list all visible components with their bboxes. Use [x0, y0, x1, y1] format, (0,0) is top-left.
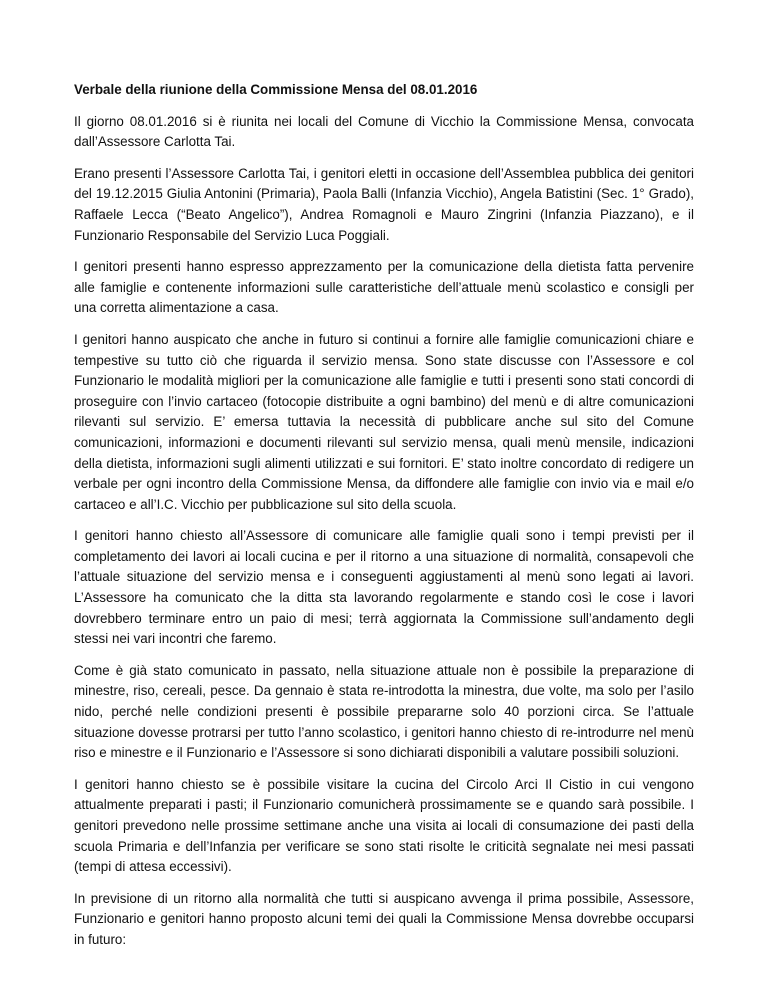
paragraph-communications: I genitori hanno auspicato che anche in futuro si continui a fornire alle famiglie comunicazioni chiare e tempestive su tutto ciò che riguarda il servizio mensa. Sono state discusse con l’Assessore e col Funzionario le modalità migliori per la comunicazione alle famiglie e tutti i presenti sono stati concordi di proseguire con l’invio cartaceo (fotocopie distribuite a ogni bambino) del menù e di altre comunicazioni rilevanti sul servizio. E’ emersa tuttavia la necessità di pubblicare anche sul sito del Comune comunicazioni, informazioni e documenti rilevanti sul servizio mensa, quali menù mensile, indicazioni della dietista, informazioni sugli alimenti utilizzati e sui fornitori. E’ stato inoltre concordato di redigere un verbale per ogni incontro della Commissione Mensa, da diffondere alle famiglie con invio via e mail e/o cartaceo e all’I.C. Vicchio per pubblicazione sul sito della scuola. [74, 331, 694, 512]
paragraph-dietitian-communication: I genitori presenti hanno espresso apprezzamento per la comunicazione della dietista fatta pervenire alle famiglie e contenente informazioni sulle caratteristiche dell’attuale menù scolastico e consigli per una corretta alimentazione a casa. [74, 259, 694, 316]
document-body [74, 80, 694, 962]
document-title: Verbale della riunione della Commissione Mensa del 08.01.2016 [74, 82, 478, 97]
paragraph-kitchen-works: I genitori hanno chiesto all’Assessore di comunicare alle famiglie quali sono i tempi previsti per il completamento dei lavori ai locali cucina e per il ritorno a una situazione di normalità, consapevoli che l’attuale situazione del servizio mensa e i conseguenti aggiustamenti al menù sono legati ai lavori. L’Assessore ha comunicato che la ditta sta lavorando regolarmente e stando così le cose i lavori dovrebbero terminare entro un paio di mesi; terrà aggiornata la Commissione sull’andamento degli stessi nei vari incontri che faremo. [74, 528, 694, 647]
paragraph-meeting-date: Il giorno 08.01.2016 si è riunita nei locali del Comune di Vicchio la Commissione Mensa, convocata dall’Assessore Carlotta Tai. [74, 113, 694, 150]
paragraph-kitchen-visit: I genitori hanno chiesto se è possibile visitare la cucina del Circolo Arci Il Cistio in cui vengono attualmente preparati i pasti; il Funzionario comunicherà prossimamente se e quando sarà possibile. I genitori prevedono nelle prossime settimane anche una visita ai locali di consumazione dei pasti della scuola Primaria e dell’Infanzia per verificare se sono stati risolte le criticità segnalate nei mesi passati (tempi di attesa eccessivi). [74, 776, 694, 875]
paragraph-attendees: Erano presenti l’Assessore Carlotta Tai, i genitori eletti in occasione dell’Assemblea pubblica dei genitori del 19.12.2015 Giulia Antonini (Primaria), Paola Balli (Infanzia Vicchio), Angela Batistini (Sec. 1° Grado), Raffaele Lecca (“Beato Angelico”), Andrea Romagnoli e Mauro Zingrini (Infanzia Piazzano), e il Funzionario Responsabile del Servizio Luca Poggiali. [74, 165, 694, 243]
paragraph-menu-limitations: Come è già stato comunicato in passato, nella situazione attuale non è possibile la preparazione di minestre, riso, cereali, pesce. Da gennaio è stata re-introdotta la minestra, due volte, ma solo per l’asilo nido, perché nelle condizioni presenti è possibile prepararne solo 40 porzioni circa. Se l’attuale situazione dovesse protrarsi per tutto l’anno scolastico, i genitori hanno chiesto di re-introdurre nel menù riso e minestre e il Funzionario e l’Assessore si sono dichiarati disponibili a valutare possibili soluzioni. [74, 662, 694, 761]
paragraph-future-topics: In previsione di un ritorno alla normalità che tutti si auspicano avvenga il prima possibile, Assessore, Funzionario e genitori hanno proposto alcuni temi dei quali la Commissione Mensa dovrebbe occuparsi in futuro: [74, 890, 694, 947]
